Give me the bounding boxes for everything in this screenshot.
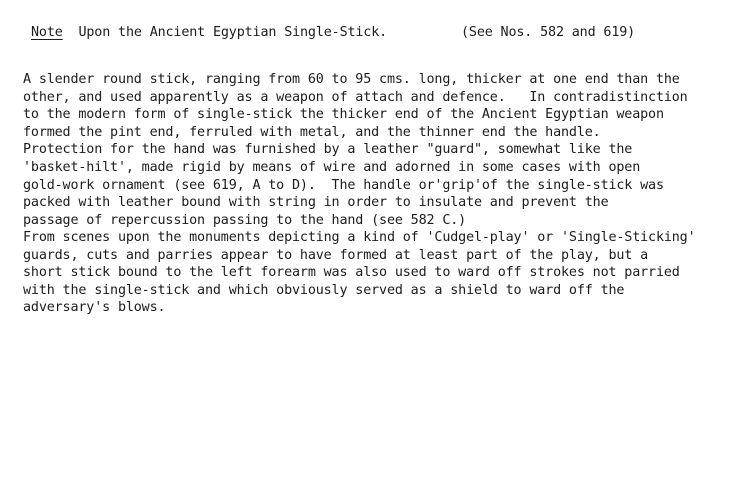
cross-references: (See Nos. 582 and 619) <box>461 25 636 40</box>
paragraph-usage <box>23 229 696 317</box>
text-line: adversary's blows. <box>23 300 166 316</box>
text-line: 'basket-hilt', made rigid by means of wire and adorned in some cases with open <box>23 159 641 175</box>
text-line: guards, cuts and parries appear to have formed at least part of the play, but a <box>23 247 649 263</box>
text-line: passage of repercussion passing to the hand (see 582 C.) <box>23 212 467 228</box>
text-line: Protection for the hand was furnished by a leather "guard", somewhat like the <box>23 142 633 158</box>
text-line: formed the pint end, ferruled with metal, and the thinner end the handle. <box>23 124 601 140</box>
text-line: short stick bound to the left forearm was also used to ward off strokes not parried <box>23 265 680 281</box>
text-line: gold-work ornament (see 619, A to D). The handle or'grip'of the single-stick was <box>23 177 664 193</box>
text-line: with the single-stick and which obviously served as a shield to ward off the <box>23 282 625 298</box>
text-line: From scenes upon the monuments depicting a kind of 'Cudgel-play' or 'Single-Sticking' <box>23 230 696 245</box>
text-line: other, and used apparently as a weapon of attach and defence. In contradistinction <box>23 89 688 105</box>
document-title: Upon the Ancient Egyptian Single-Stick. <box>78 25 388 40</box>
paragraph-description <box>23 71 688 229</box>
text-line: packed with leather bound with string in order to insulate and prevent the <box>23 195 609 211</box>
text-line: to the modern form of single-stick the thicker end of the Ancient Egyptian weapon <box>23 107 664 123</box>
note-label: Note <box>31 25 63 40</box>
heading-line <box>31 24 721 42</box>
text-line: A slender round stick, ranging from 60 to 95 cms. long, thicker at one end than the <box>23 72 680 87</box>
